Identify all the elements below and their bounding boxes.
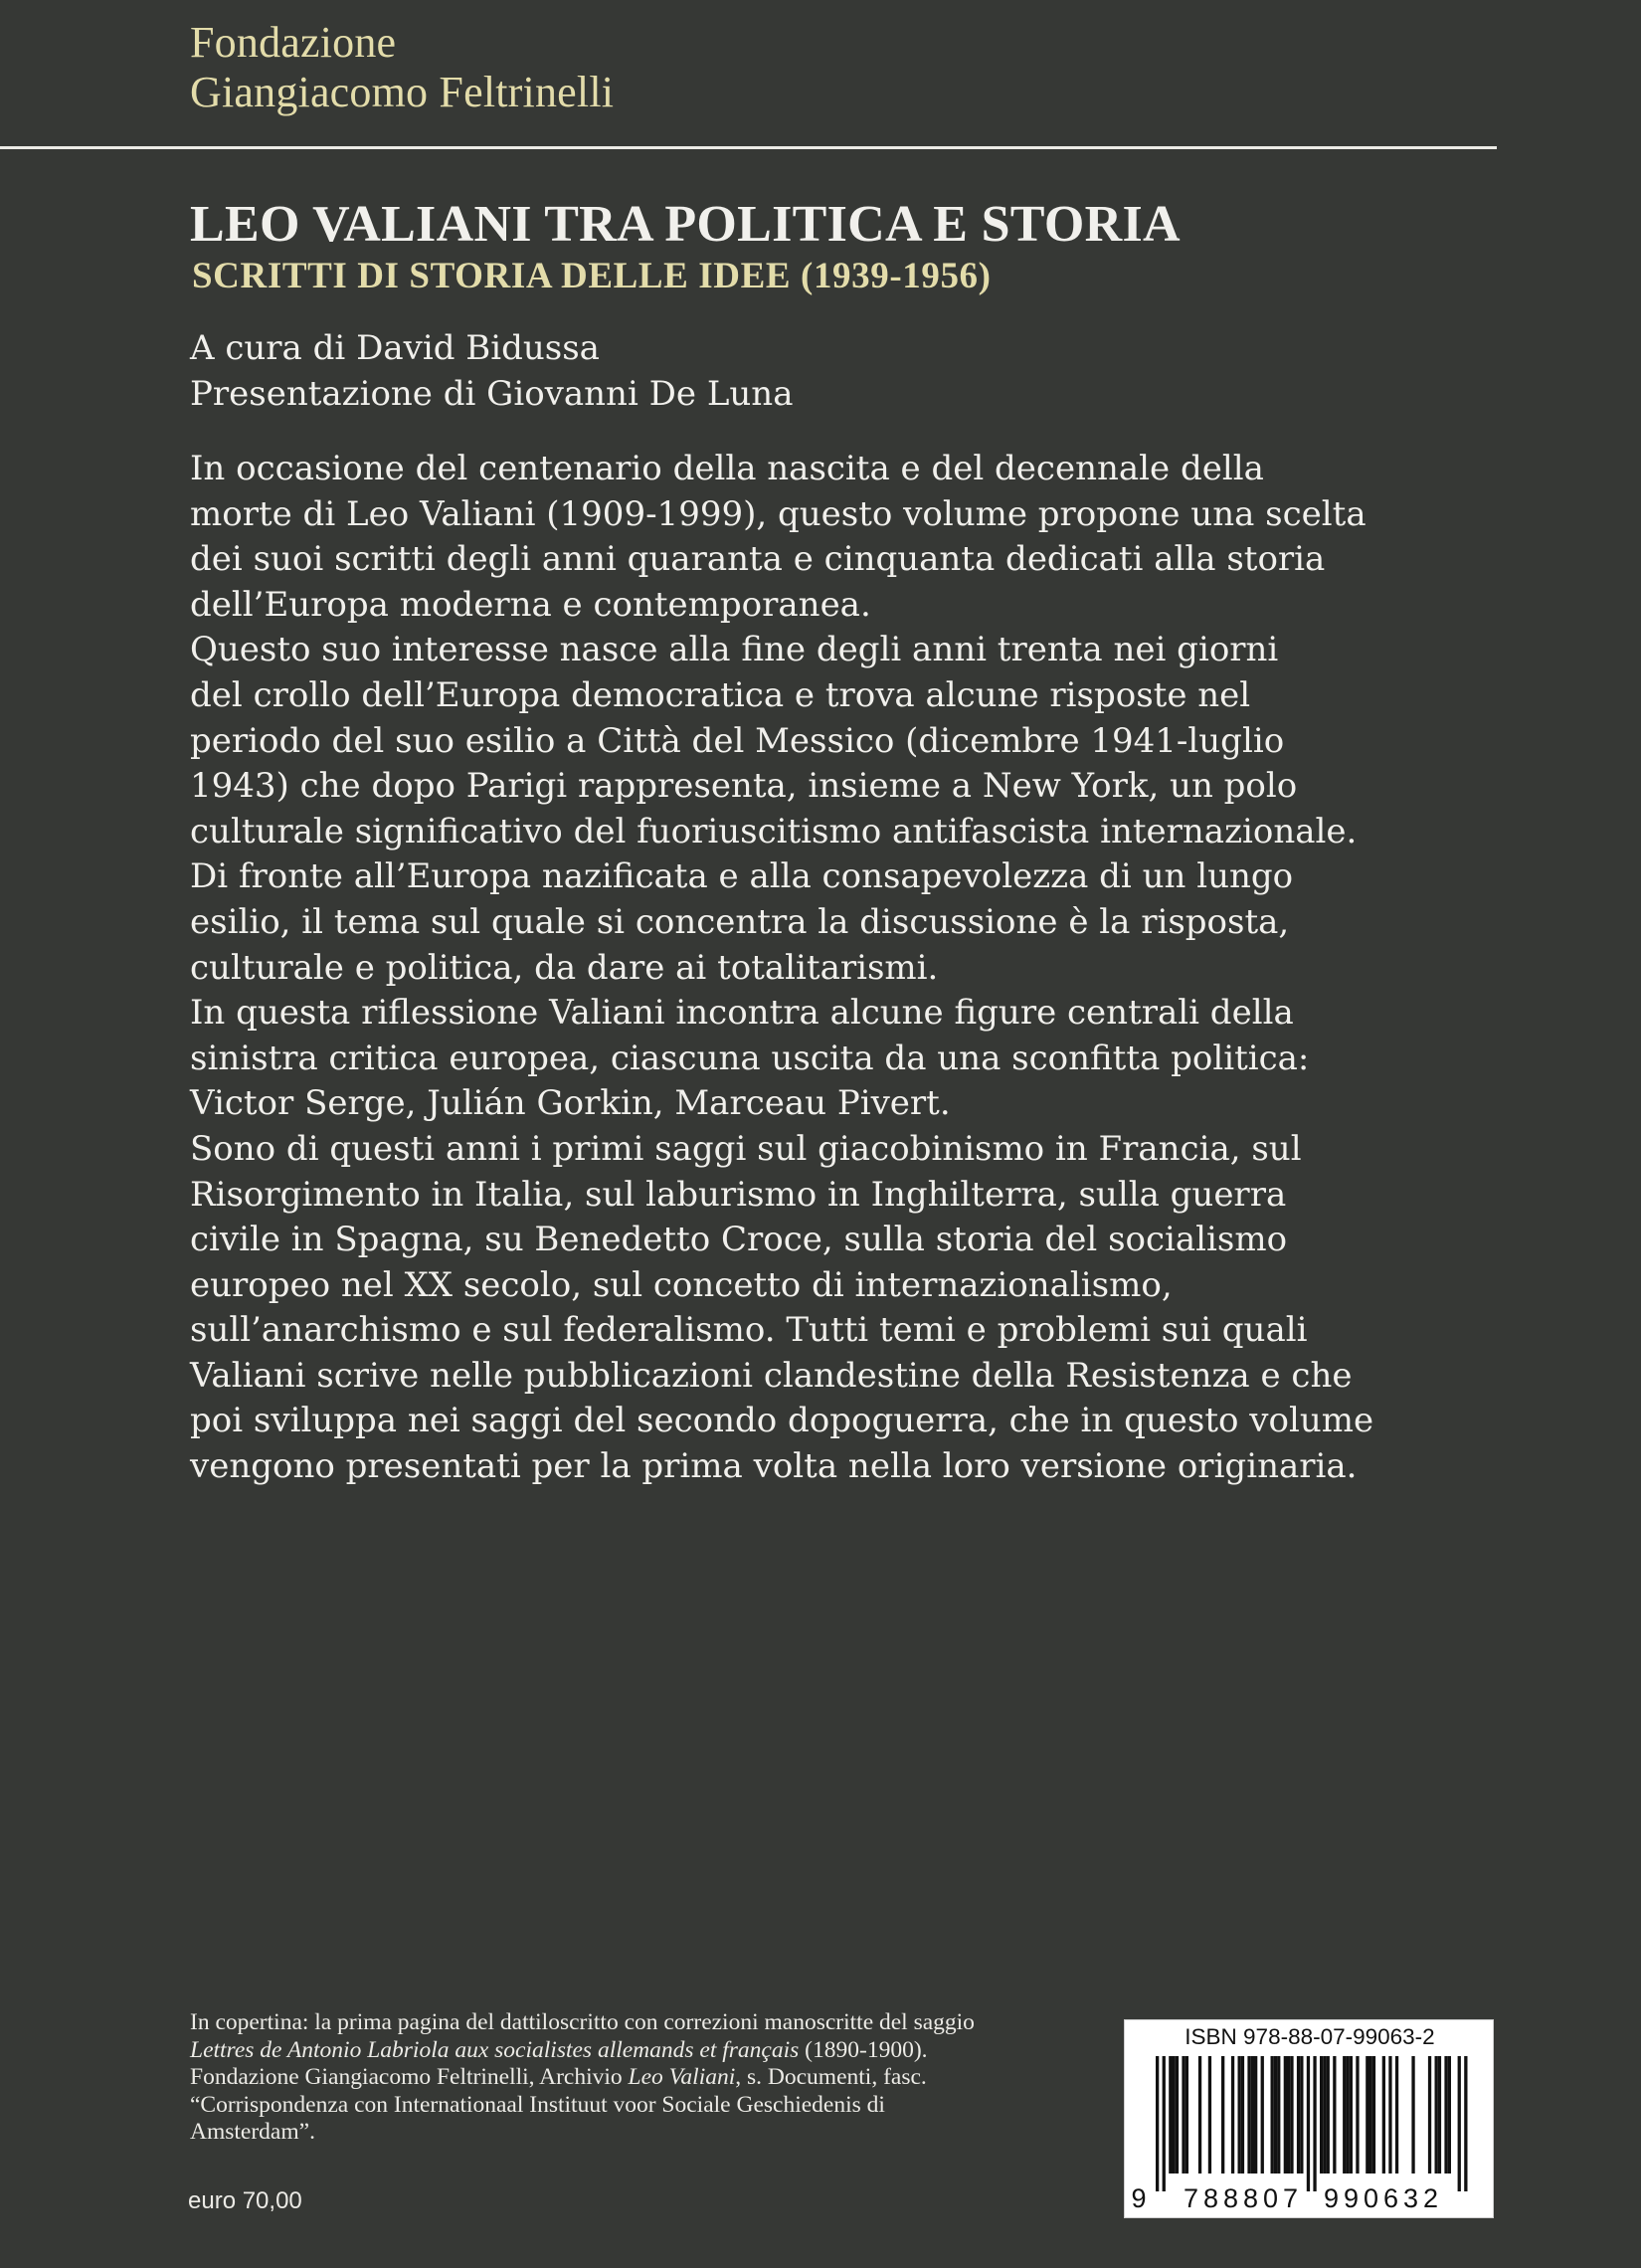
blurb-line: civile in Spagna, su Benedetto Croce, sulla storia del socialismo	[190, 1220, 1288, 1260]
caption-text: , s. Documenti, fasc.	[735, 2064, 927, 2090]
credits	[190, 325, 793, 417]
blurb-text	[190, 447, 1503, 1490]
barcode-bar	[1388, 2056, 1391, 2174]
barcode-bar	[1247, 2056, 1250, 2174]
barcode-bar	[1231, 2056, 1234, 2174]
caption-italic: Leo Valiani	[628, 2064, 736, 2090]
barcode-bar	[1238, 2056, 1241, 2174]
barcode-bar	[1208, 2056, 1211, 2174]
ean-left-digits: 788807	[1183, 2183, 1304, 2213]
blurb-line: dei suoi scritti degli anni quaranta e cinquanta dedicati alla storia	[190, 539, 1326, 580]
isbn-label: ISBN 978-88-07-99063-2	[1185, 2024, 1435, 2049]
caption-line	[190, 2064, 1085, 2092]
barcode-bar	[1307, 2056, 1310, 2191]
blurb-line: sinistra critica europea, ciascuna uscita da una sconfitta politica:	[190, 1038, 1310, 1078]
barcode-bar	[1435, 2056, 1438, 2174]
blurb-line: esilio, il tema sul quale si concentra la discussione è la risposta,	[190, 901, 1290, 942]
barcode-bar	[1333, 2056, 1336, 2174]
barcode-bar	[1448, 2056, 1451, 2174]
barcode-icon	[1125, 2020, 1495, 2219]
book-title: LEO VALIANI TRA POLITICA E STORIA	[190, 196, 1181, 253]
ean-right-digits: 990632	[1323, 2183, 1444, 2213]
cover-caption	[190, 2009, 1085, 2147]
caption-line	[190, 2037, 1085, 2065]
barcode-bar	[1261, 2056, 1264, 2174]
barcode-bar	[1411, 2056, 1414, 2174]
barcode-bar	[1182, 2056, 1185, 2174]
blurb-line: dell’Europa moderna e contemporanea.	[190, 584, 871, 625]
barcode-bar	[1428, 2056, 1431, 2174]
preface-credit: Presentazione di Giovanni De Luna	[190, 374, 794, 414]
barcode-bar	[1346, 2056, 1349, 2174]
barcode-bar	[1198, 2056, 1201, 2174]
blurb-line: poi sviluppa nei saggi del secondo dopoguerra, che in questo volume	[190, 1401, 1374, 1441]
divider-rule	[0, 146, 1497, 149]
barcode-bar	[1173, 2056, 1176, 2174]
barcode-bar	[1221, 2056, 1224, 2174]
barcode-bar	[1369, 2056, 1372, 2174]
barcode-bar	[1185, 2056, 1188, 2174]
blurb-line: culturale e politica, da dare ai totalitarismi.	[190, 947, 939, 988]
barcode-bar	[1274, 2056, 1277, 2174]
publisher-line-2: Giangiacomo Feltrinelli	[190, 68, 615, 116]
barcode-bar	[1284, 2056, 1287, 2174]
barcode-bar	[1323, 2056, 1326, 2174]
barcode-bar	[1297, 2056, 1300, 2174]
barcode-bar	[1313, 2056, 1316, 2191]
blurb-line: Valiani scrive nelle pubblicazioni clandestine della Resistenza e che	[190, 1355, 1353, 1396]
barcode-bar	[1343, 2056, 1346, 2174]
barcode-bar	[1277, 2056, 1280, 2174]
caption-text: Fondazione Giangiacomo Feltrinelli, Archivio	[190, 2064, 629, 2090]
blurb-line: periodo del suo esilio a Città del Messico (dicembre 1941-luglio	[190, 720, 1285, 761]
caption-line: Amsterdam”.	[190, 2119, 315, 2145]
barcode-bar	[1444, 2056, 1447, 2174]
barcode-bar	[1350, 2056, 1353, 2174]
blurb-line: del crollo dell’Europa democratica e trova alcune risposte nel	[190, 674, 1251, 715]
barcode-bar	[1254, 2056, 1257, 2174]
barcode-bar	[1290, 2056, 1293, 2174]
caption-text: (1890-1900).	[799, 2036, 928, 2063]
barcode-bar	[1251, 2056, 1254, 2174]
barcode-bar	[1300, 2056, 1303, 2174]
blurb-line: morte di Leo Valiani (1909-1999), questo volume propone una scelta	[190, 493, 1367, 534]
blurb-line: culturale significativo del fuoriuscitismo antifascista internazionale.	[190, 811, 1358, 851]
barcode-bar	[1320, 2056, 1323, 2174]
blurb-line: europeo nel XX secolo, sul concetto di internazionalismo,	[190, 1264, 1173, 1305]
barcode-bar	[1458, 2056, 1461, 2191]
editor-credit: A cura di David Bidussa	[190, 328, 600, 368]
blurb-line: Di fronte all’Europa nazificata e alla consapevolezza di un lungo	[190, 856, 1294, 897]
blurb-line: Risorgimento in Italia, sul laburismo in Inghilterra, sulla guerra	[190, 1174, 1287, 1215]
blurb-line: In questa riflessione Valiani incontra alcune figure centrali della	[190, 993, 1294, 1034]
barcode-bar	[1438, 2056, 1441, 2174]
barcode-bar	[1163, 2056, 1166, 2191]
caption-italic: Lettres de Antonio Labriola aux socialistes allemands et français	[190, 2036, 800, 2063]
caption-line: “Corrispondenza con Internationaal Instituut voor Sociale Geschiedenis di	[190, 2091, 885, 2118]
ean-first-digit: 9	[1131, 2183, 1147, 2213]
barcode-bar	[1366, 2056, 1368, 2174]
caption-line: In copertina: la prima pagina del dattiloscritto con correzioni manoscritte del saggio	[190, 2009, 975, 2035]
book-subtitle: SCRITTI DI STORIA DELLE IDEE (1939-1956)	[192, 256, 992, 296]
barcode-bar	[1372, 2056, 1375, 2174]
barcode-bar	[1169, 2056, 1172, 2174]
barcode-bar	[1156, 2056, 1159, 2191]
price-label: euro 70,00	[188, 2187, 302, 2214]
publisher-line-1: Fondazione	[190, 18, 397, 67]
blurb-line: sull’anarchismo e sul federalismo. Tutti temi e problemi sui quali	[190, 1310, 1308, 1351]
blurb-line: Sono di questi anni i primi saggi sul giacobinismo in Francia, sul	[190, 1128, 1302, 1169]
blurb-line: 1943) che dopo Parigi rappresenta, insieme a New York, un polo	[190, 766, 1298, 807]
publisher-logo	[190, 18, 614, 117]
barcode-bar	[1382, 2056, 1385, 2174]
barcode-bar	[1395, 2056, 1398, 2174]
barcode-bar	[1464, 2056, 1467, 2191]
blurb-line: Questo suo interesse nasce alla fine degli anni trenta nei giorni	[190, 630, 1279, 670]
blurb-line: In occasione del centenario della nascita e del decennale della	[190, 449, 1264, 488]
barcode-bar	[1327, 2056, 1330, 2174]
barcode-bar	[1176, 2056, 1179, 2174]
isbn-barcode-box	[1124, 2019, 1494, 2218]
blurb-line: Victor Serge, Julián Gorkin, Marceau Pivert.	[190, 1083, 951, 1124]
barcode-bar	[1271, 2056, 1274, 2174]
barcode-bar	[1356, 2056, 1359, 2174]
blurb-line: vengono presentati per la prima volta nella loro versione originaria.	[190, 1446, 1358, 1487]
barcode-bar	[1287, 2056, 1290, 2174]
barcode-bar	[1241, 2056, 1244, 2174]
